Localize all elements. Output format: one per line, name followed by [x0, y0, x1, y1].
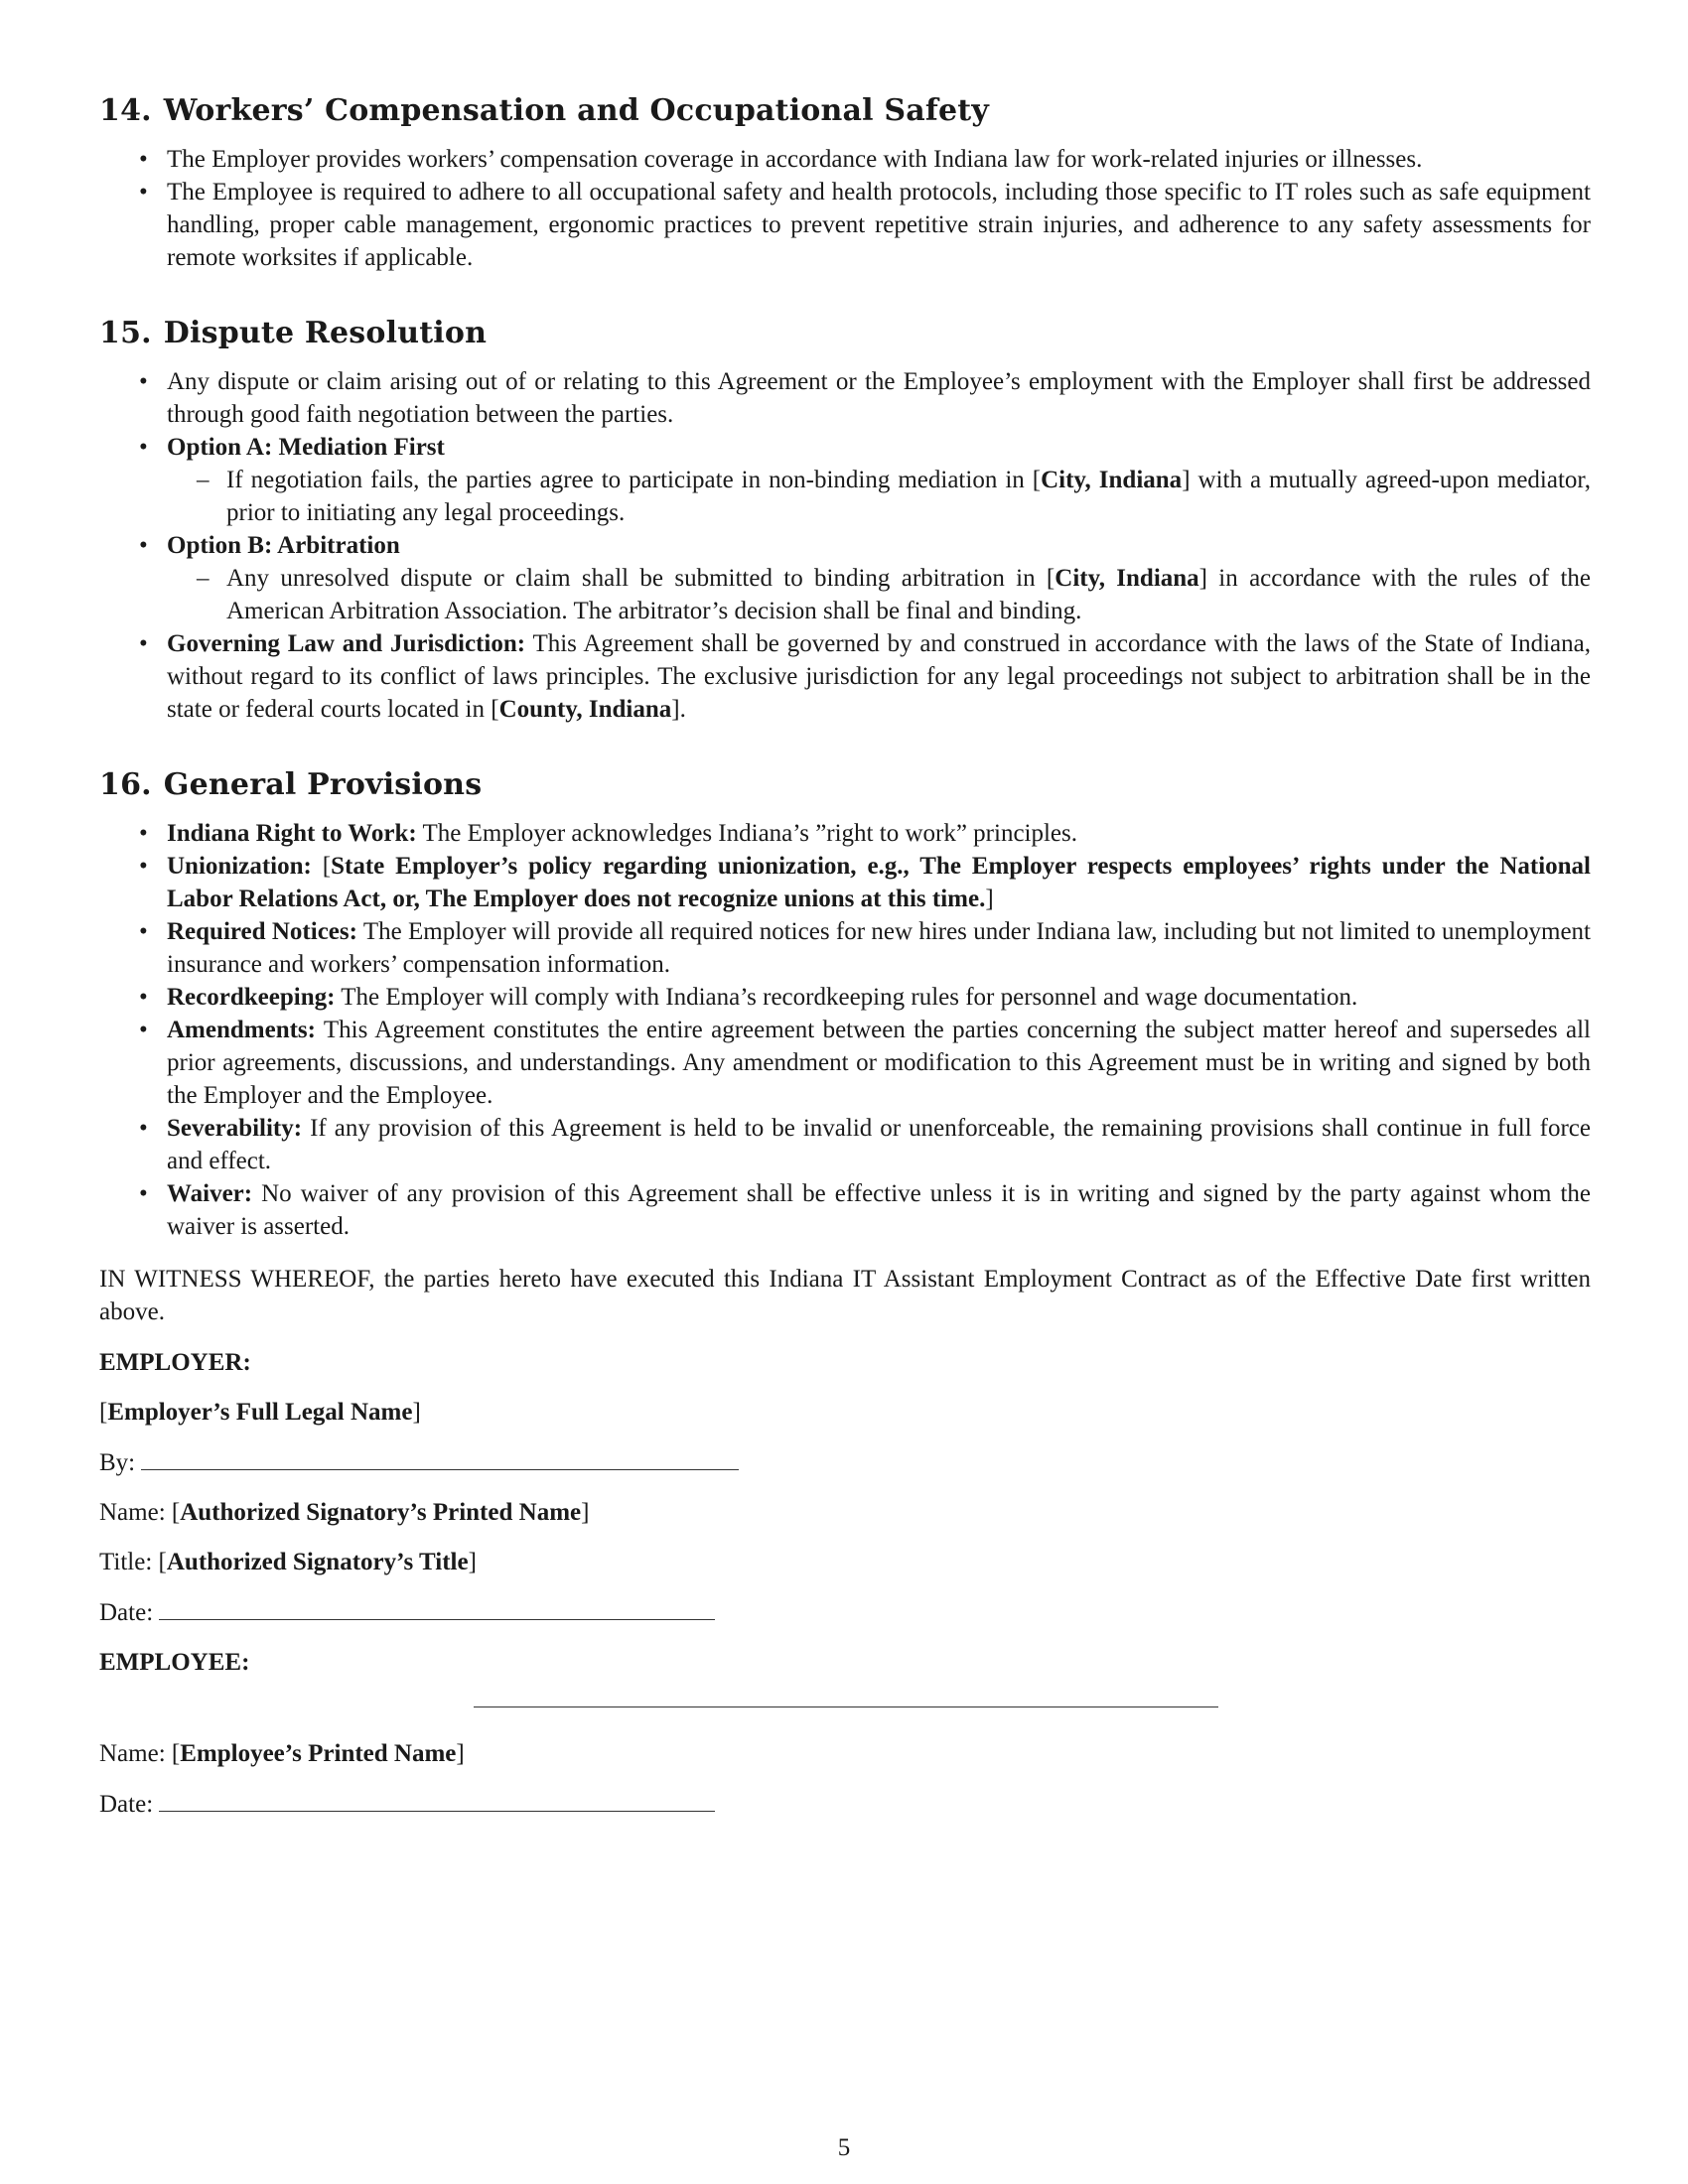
- bracket: [: [99, 1399, 108, 1426]
- section-heading: [99, 91, 1591, 131]
- text: This Agreement constitutes the entire agreement between the parties concerning the subject matter hereof and supersedes all prior agreements, discussions, and understandings. Any amendment or modification to this Agreement must be in writing and signed by both the Employer and the Employee.: [167, 1017, 1591, 1109]
- bracket: ]: [581, 1499, 590, 1526]
- section-14: [99, 91, 1591, 274]
- section-number: 16.: [99, 767, 152, 802]
- option-label: Option A: Mediation First: [167, 434, 445, 461]
- page-number: 5: [837, 2134, 851, 2161]
- placeholder-city: City, Indiana: [1055, 565, 1199, 592]
- list-item-waiver: [99, 1177, 1591, 1243]
- section-number: 14.: [99, 93, 152, 128]
- section-16: [99, 765, 1591, 1243]
- sub-list: [167, 464, 1591, 529]
- item-label: Indiana Right to Work:: [167, 820, 417, 847]
- employer-signature-block: [99, 1346, 1591, 1629]
- name-label: Name:: [99, 1499, 166, 1526]
- text: The Employer will comply with Indiana’s recordkeeping rules for personnel and wage documentation.: [335, 984, 1358, 1011]
- bullet-list: [99, 817, 1591, 1243]
- employee-signature-block: [99, 1646, 1591, 1821]
- sub-list-item: [167, 464, 1591, 529]
- employer-heading: EMPLOYER:: [99, 1349, 251, 1376]
- text: If any provision of this Agreement is held to be invalid or unenforceable, the remaining provisions shall continue in full force and effect.: [167, 1115, 1591, 1174]
- employer-legal-name: Employer’s Full Legal Name: [107, 1399, 413, 1426]
- text: Any unresolved dispute or claim shall be submitted to binding arbitration in [: [226, 565, 1055, 592]
- item-label: Governing Law and Jurisdiction:: [167, 630, 526, 657]
- employee-signature-line[interactable]: [474, 1706, 1218, 1707]
- item-label: Severability:: [167, 1115, 303, 1142]
- placeholder-city: City, Indiana: [1041, 467, 1183, 493]
- item-label: Amendments:: [167, 1017, 316, 1043]
- list-item-recordkeeping: [99, 981, 1591, 1014]
- employee-name: Employee’s Printed Name: [180, 1740, 457, 1767]
- list-item-option-b: [99, 529, 1591, 627]
- text: The Employer acknowledges Indiana’s ”right to work” principles.: [416, 820, 1078, 847]
- section-number: 15.: [99, 316, 152, 350]
- employer-date-line[interactable]: [159, 1595, 715, 1620]
- bracket: ]: [468, 1549, 477, 1575]
- employee-heading: EMPLOYEE:: [99, 1649, 250, 1676]
- item-label: Waiver:: [167, 1180, 253, 1207]
- section-15: [99, 314, 1591, 726]
- text: If negotiation fails, the parties agree to participate in non-binding mediation in [: [226, 467, 1042, 493]
- document-page: [99, 91, 1591, 1838]
- by-label: By:: [99, 1449, 136, 1476]
- text: This Agreement shall be governed by and construed in accordance with the laws of the State of Indiana, without regard to its conflict of laws principles. The exclusive jurisdiction for any legal proceedings not subject to arbitration shall be in the state or federal courts located in [: [167, 630, 1591, 723]
- section-heading: [99, 314, 1591, 353]
- list-item: • The Employee is required to adhere to all occupational safety and health protocols, including those specific to IT roles such as safe equipment handling, proper cable management, ergonomic practices to prevent repetitive strain injuries, and adherence to any safety assessments for remote worksites if applicable.: [99, 176, 1591, 274]
- text: No waiver of any provision of this Agreement shall be effective unless it is in writing and signed by the party against whom the waiver is asserted.: [167, 1180, 1591, 1240]
- placeholder-policy: State Employer’s policy regarding unionization, e.g., The Employer respects employees’ rights under the National Labor Relations Act, or, The Employer does not recognize unions at this time.: [167, 853, 1592, 912]
- date-label: Date:: [99, 1791, 154, 1818]
- item-label: Recordkeeping:: [167, 984, 336, 1011]
- bracket: [: [311, 853, 332, 880]
- list-item-governing-law: [99, 627, 1591, 726]
- bullet-list: [99, 143, 1591, 274]
- list-item: • The Employer provides workers’ compensation coverage in accordance with Indiana law for work-related injuries or illnesses.: [99, 143, 1591, 176]
- list-item-unionization: [99, 850, 1591, 915]
- date-label: Date:: [99, 1599, 154, 1626]
- witness-clause: IN WITNESS WHEREOF, the parties hereto have executed this Indiana IT Assistant Employment Contract as of the Effective Date first written above.: [99, 1266, 1591, 1325]
- bracket: ]: [456, 1740, 465, 1767]
- option-label: Option B: Arbitration: [167, 532, 400, 559]
- signatory-title: Authorized Signatory’s Title: [166, 1549, 469, 1575]
- section-title: General Provisions: [163, 767, 483, 802]
- list-item-right-to-work: [99, 817, 1591, 850]
- section-title: Dispute Resolution: [163, 316, 488, 350]
- text: ].: [671, 696, 686, 723]
- sub-list-item: [167, 562, 1591, 627]
- bracket: ]: [985, 886, 994, 912]
- text: The Employer will provide all required notices for new hires under Indiana law, including but not limited to unemployment insurance and workers’ compensation information.: [167, 918, 1591, 978]
- bracket: [: [171, 1499, 181, 1526]
- section-heading: [99, 765, 1591, 805]
- item-label: Required Notices:: [167, 918, 357, 945]
- employee-date-line[interactable]: [159, 1787, 715, 1812]
- list-item-severability: [99, 1112, 1591, 1177]
- bullet-list: [99, 365, 1591, 726]
- text: ] with a mutually agreed-upon mediator, prior to initiating any legal proceedings.: [226, 467, 1591, 526]
- text: ] in accordance with the rules of the American Arbitration Association. The arbitrator’s decision shall be final and binding.: [226, 565, 1592, 624]
- employer-signature-line[interactable]: [141, 1445, 739, 1470]
- section-title: Workers’ Compensation and Occupational Safety: [163, 93, 989, 128]
- placeholder-county: County, Indiana: [498, 696, 672, 723]
- list-item-amendments: [99, 1014, 1591, 1112]
- list-item-notices: [99, 915, 1591, 981]
- item-label: Unionization:: [167, 853, 312, 880]
- list-item-option-a: [99, 431, 1591, 529]
- list-item: • Any dispute or claim arising out of or relating to this Agreement or the Employee’s employment with the Employer shall first be addressed through good faith negotiation between the parties.: [99, 365, 1591, 431]
- bracket: [: [158, 1549, 167, 1575]
- signatory-name: Authorized Signatory’s Printed Name: [180, 1499, 582, 1526]
- name-label: Name:: [99, 1740, 166, 1767]
- bracket: ]: [412, 1399, 421, 1426]
- bracket: [: [171, 1740, 181, 1767]
- sub-list: [167, 562, 1591, 627]
- title-label: Title:: [99, 1549, 153, 1575]
